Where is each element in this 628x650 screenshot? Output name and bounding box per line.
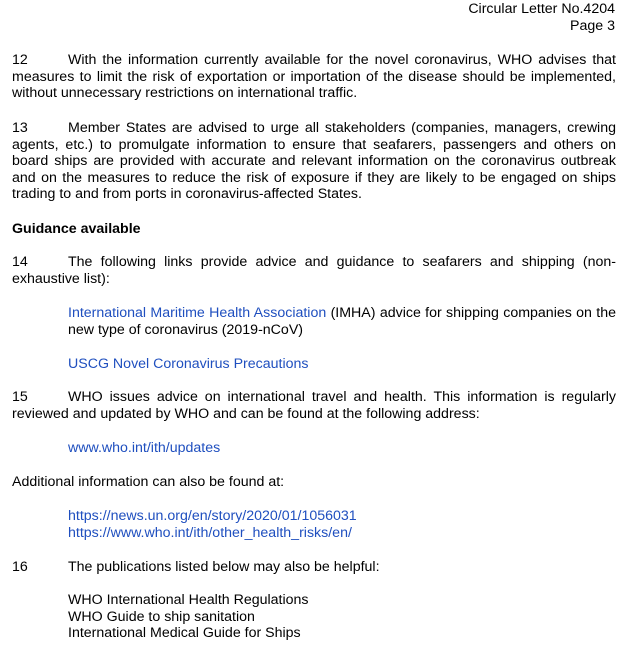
who-updates-link[interactable]: www.who.int/ith/updates — [68, 440, 221, 456]
section-heading: Guidance available — [12, 221, 141, 237]
page-number: Page 3 — [570, 17, 615, 34]
paragraph-13 — [12, 120, 616, 203]
paragraph-text: With the information currently available for the novel coronavirus, WHO advises that measures to limit the risk of exportation or importation of the disease should be implemented, without unnecessary restrictions on international traffic. — [12, 52, 616, 102]
paragraph-16 — [12, 559, 616, 576]
paragraph-number: 12 — [12, 52, 28, 68]
publication-item: International Medical Guide for Ships — [68, 625, 301, 642]
paragraph-text: WHO issues advice on international travel and health. This information is regularly reviewed and updated by WHO and can be found at the following address: — [12, 389, 616, 422]
paragraph-number: 13 — [12, 120, 28, 136]
uscg-link[interactable]: USCG Novel Coronavirus Precautions — [68, 356, 309, 372]
paragraph-number: 15 — [12, 389, 28, 405]
paragraph-12 — [12, 52, 616, 102]
paragraph-number: 16 — [12, 559, 28, 575]
imha-link[interactable]: International Maritime Health Association — [68, 305, 327, 321]
paragraph-14 — [12, 254, 616, 287]
publications-list — [68, 592, 616, 642]
publication-item: WHO International Health Regulations — [68, 592, 309, 608]
additional-links-list — [68, 508, 616, 541]
uscg-item — [68, 356, 616, 373]
additional-info-text: Additional information can also be found at: — [12, 474, 285, 490]
page-header — [468, 1, 615, 34]
publication-item: WHO Guide to ship sanitation — [68, 608, 255, 625]
who-other-risks-link[interactable]: https://www.who.int/ith/other_health_risks/en/ — [68, 524, 352, 541]
paragraph-15 — [12, 389, 616, 422]
paragraph-number: 14 — [12, 254, 28, 270]
paragraph-text: The following links provide advice and guidance to seafarers and shipping (non-exhaustive list): — [12, 254, 616, 287]
paragraph-text: The publications listed below may also be helpful: — [68, 559, 380, 575]
un-news-link[interactable]: https://news.un.org/en/story/2020/01/1056031 — [68, 508, 357, 524]
circular-letter-number: Circular Letter No.4204 — [468, 1, 615, 17]
paragraph-text: Member States are advised to urge all stakeholders (companies, managers, crewing agents, etc.) to promulgate information to ensure that seafarers, passengers and others on board ships are provided with accurate and relevant information on the coronavirus outbreak and on the measures to reduce the risk of exposure if they are likely to be engaged on ships trading to and from ports in coronavirus-affected States. — [12, 120, 616, 203]
imha-item — [68, 305, 616, 338]
who-updates-item — [68, 440, 616, 457]
imha-description: (IMHA) advice for shipping companies on the new type of coronavirus (2019-nCoV) — [68, 305, 616, 338]
